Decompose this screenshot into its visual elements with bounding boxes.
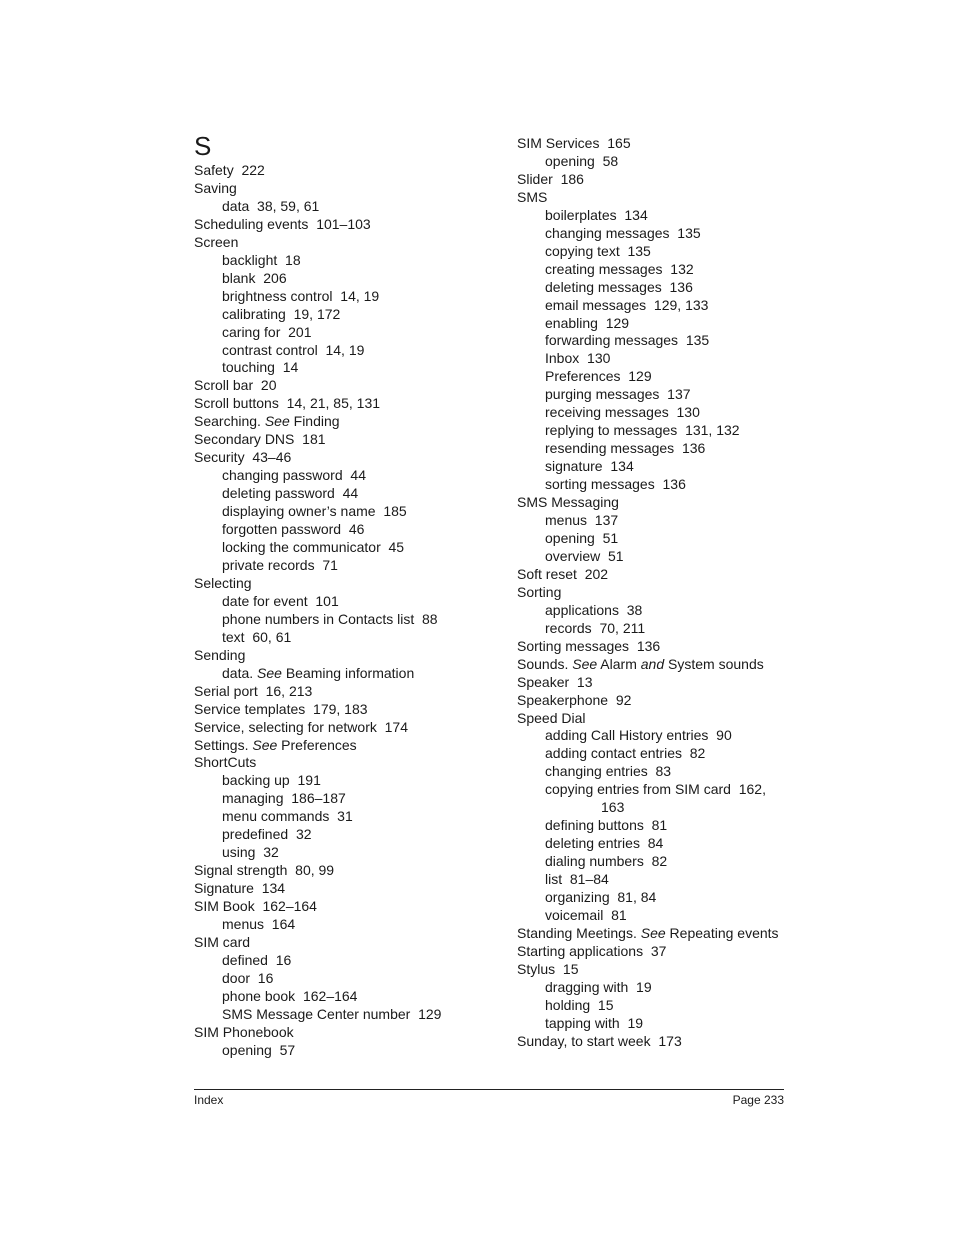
index-entry-text: purging messages 137	[545, 386, 691, 403]
index-subentry	[194, 359, 494, 377]
index-entry-text: SIM Book 162–164	[194, 898, 317, 915]
index-entry-text: forwarding messages 135	[545, 332, 710, 349]
index-entry	[517, 566, 817, 584]
index-entry-text: signature 134	[545, 458, 634, 475]
index-subentry	[194, 557, 494, 575]
index-entry-text: Preferences 129	[545, 368, 652, 385]
index-entry-text: and	[640, 655, 665, 672]
index-entry	[194, 1024, 494, 1042]
index-subentry	[517, 997, 817, 1015]
index-entry	[194, 449, 494, 467]
index-subentry	[194, 808, 494, 826]
index-subentry	[194, 790, 494, 808]
index-entry	[194, 377, 494, 395]
index-subentry	[517, 1015, 817, 1033]
index-entry	[194, 737, 494, 755]
index-entry-text: displaying owner’s name 185	[222, 503, 407, 520]
index-entry-text: Saving	[194, 179, 237, 196]
index-subentry	[517, 548, 817, 566]
footer-page-number: Page 233	[732, 1093, 784, 1107]
index-entry-text: Repeating events	[665, 924, 779, 941]
index-entry-text: changing messages 135	[545, 224, 701, 241]
index-subentry	[517, 835, 817, 853]
index-entry-text: Service, selecting for network 174	[194, 718, 408, 735]
index-entry-text: defined 16	[222, 951, 292, 968]
index-subentry	[517, 350, 817, 368]
index-subentry	[517, 979, 817, 997]
index-entry-text: See	[252, 736, 278, 753]
index-entry-text: private records 71	[222, 556, 338, 573]
index-subentry	[194, 593, 494, 611]
index-entry-text: Speaker 13	[517, 673, 593, 690]
index-entry-text: receiving messages 130	[545, 404, 700, 421]
index-subentry	[194, 611, 494, 629]
index-entry-text: deleting messages 136	[545, 278, 693, 295]
index-entry-text: brightness control 14, 19	[222, 287, 380, 304]
index-subentry	[517, 476, 817, 494]
index-entry-text: See	[257, 664, 282, 681]
index-subentry	[517, 907, 817, 925]
index-entry	[194, 719, 494, 737]
index-entry	[194, 431, 494, 449]
index-subentry	[517, 763, 817, 781]
index-subentry	[517, 386, 817, 404]
index-subentry	[517, 512, 817, 530]
index-subentry	[194, 826, 494, 844]
index-entry-text: Alarm	[597, 655, 641, 672]
index-entry	[517, 638, 817, 656]
index-subentry	[517, 889, 817, 907]
index-entry-text: Searching.	[194, 413, 265, 430]
index-entry-text: Preferences	[277, 736, 357, 753]
index-entry-text: locking the communicator 45	[222, 539, 405, 556]
index-subentry	[194, 270, 494, 288]
index-entry-text: email messages 129, 133	[545, 296, 709, 313]
index-column-left	[194, 162, 494, 1060]
index-entry-text: See	[640, 924, 666, 941]
index-entry-text: copying entries from SIM card 162,	[545, 781, 766, 798]
index-entry-text: Speakerphone 92	[517, 691, 632, 708]
index-entry	[194, 754, 494, 772]
index-entry-text: creating messages 132	[545, 260, 694, 277]
index-entry-text: Stylus 15	[517, 960, 579, 977]
index-entry-text: Secondary DNS 181	[194, 431, 326, 448]
index-entry	[194, 647, 494, 665]
index-entry	[517, 925, 817, 943]
index-entry-text: adding contact entries 82	[545, 745, 706, 762]
index-entry-text: Sorting	[517, 583, 562, 600]
index-entry-text: ShortCuts	[194, 754, 257, 771]
index-entry	[194, 898, 494, 916]
index-entry-text: Sending	[194, 646, 246, 663]
index-subentry	[517, 727, 817, 745]
index-entry	[517, 1033, 817, 1051]
index-entry-text: voicemail 81	[545, 906, 627, 923]
index-entry-text: data.	[222, 664, 258, 681]
index-entry-text: backing up 191	[222, 772, 321, 789]
index-entry	[194, 880, 494, 898]
index-entry-text: opening 58	[545, 152, 619, 169]
index-subentry	[194, 467, 494, 485]
index-entry	[517, 584, 817, 602]
index-entry-text: tapping with 19	[545, 1014, 644, 1031]
index-entry-text: managing 186–187	[222, 790, 346, 807]
index-entry-text: phone book 162–164	[222, 987, 358, 1004]
footer-rule	[194, 1089, 784, 1090]
index-entry-text: records 70, 211	[545, 619, 646, 636]
index-subentry	[194, 539, 494, 557]
index-entry-text: menu commands 31	[222, 808, 353, 825]
index-subentry	[194, 503, 494, 521]
index-entry-text: changing entries 83	[545, 763, 672, 780]
index-entry	[517, 674, 817, 692]
index-subentry	[194, 629, 494, 647]
index-entry-text: list 81–84	[545, 871, 609, 888]
index-entry-text: SIM Services 165	[517, 135, 631, 151]
index-entry-text: opening 51	[545, 529, 619, 546]
index-entry	[517, 943, 817, 961]
index-entry-text: changing password 44	[222, 467, 366, 484]
index-entry-text: using 32	[222, 844, 279, 861]
index-entry-text: Sunday, to start week 173	[517, 1032, 682, 1049]
index-subentry	[194, 198, 494, 216]
index-entry	[194, 934, 494, 952]
index-entry-text: applications 38	[545, 601, 643, 618]
index-subentry	[194, 1006, 494, 1024]
index-subentry	[194, 342, 494, 360]
index-subentry	[517, 404, 817, 422]
index-entry	[194, 683, 494, 701]
index-entry-text: date for event 101	[222, 592, 339, 609]
index-entry	[194, 862, 494, 880]
index-entry-text: overview 51	[545, 547, 624, 564]
index-entry-text: See	[572, 655, 598, 672]
index-subentry	[194, 844, 494, 862]
index-entry-text: deleting entries 84	[545, 835, 664, 852]
index-subentry	[517, 745, 817, 763]
index-entry-text: Speed Dial	[517, 709, 586, 726]
index-entry	[194, 180, 494, 198]
index-entry	[517, 135, 817, 153]
index-entry	[194, 575, 494, 593]
index-subentry	[517, 153, 817, 171]
index-entry-text: defining buttons 81	[545, 817, 668, 834]
index-entry-text: Beaming information	[281, 664, 415, 681]
index-subentry	[517, 530, 817, 548]
index-subentry	[517, 368, 817, 386]
index-subentry	[194, 521, 494, 539]
index-entry-text: boilerplates 134	[545, 206, 648, 223]
index-entry-text: Safety 222	[194, 162, 265, 178]
index-entry-text: door 16	[222, 969, 274, 986]
index-subentry	[517, 602, 817, 620]
index-entry-text: contrast control 14, 19	[222, 341, 365, 358]
index-entry-text: enabling 129	[545, 314, 630, 331]
index-subentry	[194, 988, 494, 1006]
index-entry-text: SMS Message Center number 129	[222, 1005, 442, 1022]
index-entry	[517, 710, 817, 728]
index-entry-text: Slider 186	[517, 170, 584, 187]
index-subentry	[517, 315, 817, 333]
index-entry-text: calibrating 19, 172	[222, 305, 341, 322]
index-entry-text: SIM card	[194, 933, 251, 950]
index-subentry	[194, 665, 494, 683]
index-entry-text: Selecting	[194, 574, 252, 591]
index-column-right	[517, 135, 817, 1051]
index-entry-text: Soft reset 202	[517, 565, 609, 582]
index-entry-text: dialing numbers 82	[545, 853, 668, 870]
index-entry	[517, 494, 817, 512]
index-entry	[517, 656, 817, 674]
index-entry-text: Settings.	[194, 736, 253, 753]
index-entry	[517, 189, 817, 207]
index-entry-text: Starting applications 37	[517, 942, 667, 959]
footer-section-label: Index	[194, 1093, 224, 1107]
index-subentry	[517, 207, 817, 225]
index-entry-text: Scroll buttons 14, 21, 85, 131	[194, 395, 381, 412]
index-entry	[194, 701, 494, 719]
index-subentry	[517, 261, 817, 279]
index-subentry	[517, 279, 817, 297]
index-subentry	[517, 458, 817, 476]
index-entry-text: Security 43–46	[194, 449, 292, 466]
index-entry	[194, 234, 494, 252]
index-entry-text: Finding	[289, 413, 340, 430]
index-subentry	[194, 1042, 494, 1060]
index-entry-text: Sounds.	[517, 655, 573, 672]
index-subentry	[517, 332, 817, 350]
index-entry-text: See	[264, 413, 290, 430]
index-entry-text: dragging with 19	[545, 978, 652, 995]
index-entry-text: caring for 201	[222, 323, 312, 340]
index-entry	[517, 171, 817, 189]
index-subentry	[194, 288, 494, 306]
index-subentry	[517, 440, 817, 458]
index-entry-text: menus 137	[545, 512, 619, 529]
index-entry-text: holding 15	[545, 996, 614, 1013]
index-entry-text: data 38, 59, 61	[222, 197, 320, 214]
index-subentry	[517, 225, 817, 243]
index-entry-text: forgotten password 46	[222, 521, 365, 538]
index-entry	[194, 216, 494, 234]
index-entry	[194, 395, 494, 413]
index-entry	[194, 162, 494, 180]
index-entry-text: SIM Phonebook	[194, 1023, 294, 1040]
index-entry-text: SMS	[517, 188, 548, 205]
index-entry-text: deleting password 44	[222, 485, 359, 502]
index-subentry	[517, 243, 817, 261]
index-entry-text: phone numbers in Contacts list 88	[222, 610, 438, 627]
index-entry-text: Screen	[194, 233, 239, 250]
index-entry-text: Scheduling events 101–103	[194, 215, 371, 232]
index-subentry	[194, 252, 494, 270]
index-entry-text: copying text 135	[545, 242, 651, 259]
index-entry-text: backlight 18	[222, 251, 301, 268]
index-entry-text: 163	[601, 799, 625, 816]
index-entry-text: Standing Meetings.	[517, 924, 641, 941]
index-entry-text: Scroll bar 20	[194, 377, 277, 394]
index-subentry	[517, 620, 817, 638]
index-subentry	[517, 297, 817, 315]
index-entry-text: opening 57	[222, 1041, 296, 1058]
index-subentry	[517, 853, 817, 871]
index-subentry	[194, 916, 494, 934]
index-entry-text: text 60, 61	[222, 628, 292, 645]
index-subentry	[194, 970, 494, 988]
index-subentry	[194, 324, 494, 342]
index-subentry	[194, 772, 494, 790]
index-subentry	[194, 485, 494, 503]
index-entry	[194, 413, 494, 431]
index-entry-text: Sorting messages 136	[517, 637, 661, 654]
index-entry-text: touching 14	[222, 359, 299, 376]
index-entry-text: replying to messages 131, 132	[545, 422, 740, 439]
index-entry-text: Inbox 130	[545, 350, 611, 367]
index-entry-text: Serial port 16, 213	[194, 682, 313, 699]
index-subentry	[517, 422, 817, 440]
index-entry-text: adding Call History entries 90	[545, 727, 732, 744]
index-entry-text: SMS Messaging	[517, 494, 619, 511]
index-entry-text: Service templates 179, 183	[194, 700, 368, 717]
index-entry-text: menus 164	[222, 916, 296, 933]
index-subentry	[517, 871, 817, 889]
index-subentry	[517, 781, 817, 799]
index-entry-text: Signature 134	[194, 880, 286, 897]
index-entry	[517, 692, 817, 710]
index-entry-text: sorting messages 136	[545, 476, 686, 493]
index-subentry	[194, 306, 494, 324]
index-entry-text: Signal strength 80, 99	[194, 862, 335, 879]
index-subentry	[517, 817, 817, 835]
index-subentry	[194, 952, 494, 970]
index-entry-text: blank 206	[222, 269, 287, 286]
index-entry	[517, 961, 817, 979]
index-entry-text: resending messages 136	[545, 440, 706, 457]
section-letter: S	[194, 131, 212, 161]
index-subentry	[517, 799, 817, 817]
index-entry-text: organizing 81, 84	[545, 889, 657, 906]
index-entry-text: System sounds	[664, 655, 764, 672]
index-entry-text: predefined 32	[222, 826, 312, 843]
